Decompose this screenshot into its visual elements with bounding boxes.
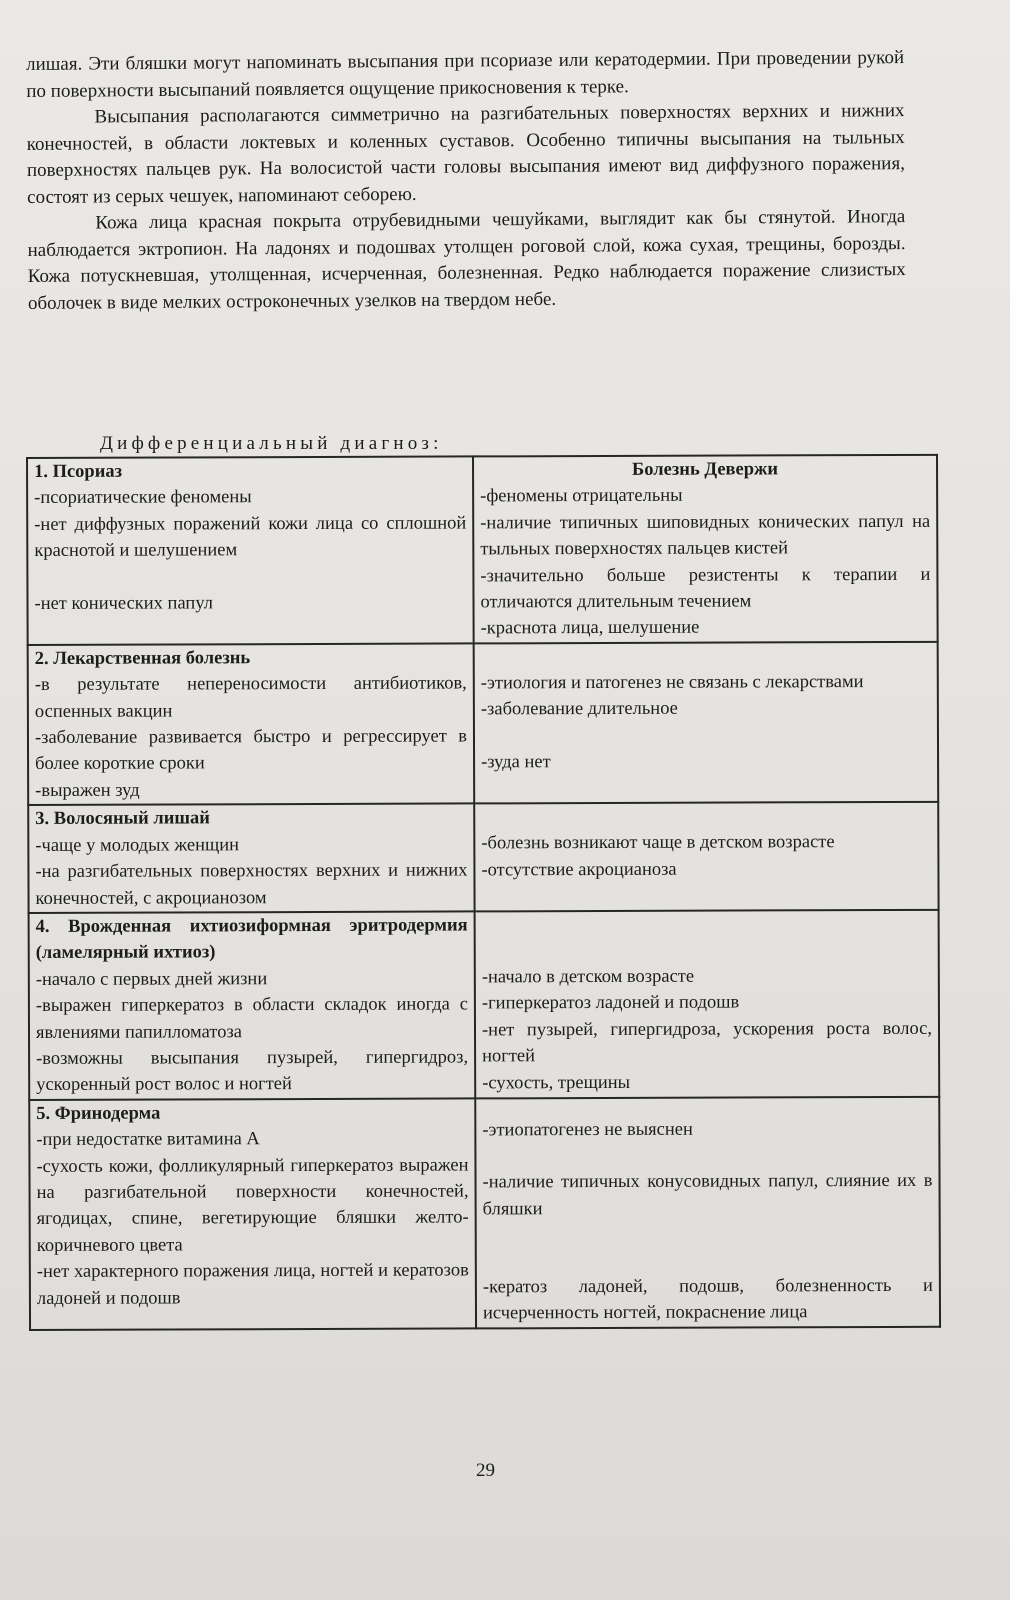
feature-item: -начало с первых дней жизни	[35, 968, 268, 990]
table-cell-left	[27, 456, 474, 644]
page-number: 29	[476, 1460, 495, 1481]
table-row	[29, 910, 940, 1100]
feature-item: -нет диффузных поражений кожи лица со сплошной краснотой и шелушением	[34, 513, 467, 562]
feature-item: -заболевание развивается быстро и регрессирует в более короткие сроки	[34, 726, 468, 775]
disease-title: 4. Врожденная ихтиозиформная эритродермия (ламелярный ихтиоз)	[35, 915, 468, 964]
differential-diagnosis-table	[26, 454, 941, 1331]
feature-item: -нет конических папул	[34, 592, 214, 614]
intro-paragraph: лишая. Эти бляшки могут напоминать высыпания при псориазе или кератодермии. При проведении рукой по поверхности высыпаний появляется ощущение прикосновения к терке.	[26, 47, 905, 102]
feature-item: -гиперкератоз ладоней и подошв	[481, 992, 740, 1014]
feature-item: -псориатические феномены	[34, 487, 252, 509]
feature-item: -зуда нет	[481, 751, 551, 773]
table-cell-left	[29, 1098, 476, 1330]
intro-text	[26, 45, 906, 317]
intro-paragraph: Кожа лица красная покрыта отрубевидными чешуйками, выглядит как бы стянутой. Иногда наблюдается эктропион. На ладонях и подошвах утолщен роговой слой, кожа сухая, трещины, борозды. Кожа потускневшая, утолщенная, исчерченная, болезненная. Редко наблюдается поражение слизистых оболочек в виде мелких остроконечных узелков на твердом небе.	[27, 206, 906, 314]
feature-item: -этиопатогенез не выяснен	[482, 1119, 693, 1141]
disease-title: 2. Лекарственная болезнь	[34, 648, 251, 669]
table-cell-right	[474, 642, 939, 804]
feature-item: -на разгибательных поверхностях верхних и нижних конечностей, с акроцианозом	[35, 860, 468, 909]
feature-item: -выражен гиперкератоз в области складок иногда с явлениями папилломатоза	[35, 994, 468, 1043]
feature-item: -наличие типичных шиповидных конических папул на тыльных поверхностях пальцев кистей	[480, 511, 931, 560]
disease-title: 3. Волосяный лишай	[35, 808, 210, 830]
feature-item: -болезнь возникают чаще в детском возрасте	[481, 832, 835, 854]
table-row	[27, 455, 938, 645]
disease-title: 1. Псориаз	[34, 461, 123, 482]
section-heading: Дифференциальный диагноз:	[100, 433, 443, 454]
feature-item: -выражен зуд	[35, 780, 140, 801]
feature-item: -начало в детском возрасте	[481, 966, 695, 988]
feature-item: -нет пузырей, гипергидроза, ускорения роста волос, ногтей	[481, 1018, 933, 1067]
feature-item: -сухость, трещины	[482, 1072, 631, 1093]
table-cell-right	[473, 455, 938, 643]
feature-item: -кератоз ладоней, подошв, болезненность и исчерченность ногтей, покраснение лица	[482, 1275, 933, 1324]
feature-item: -этиология и патогенез не связань с лекарствами	[480, 671, 864, 694]
disease-title: Болезнь Девержи	[631, 459, 779, 480]
feature-item: -нет характерного поражения лица, ногтей и кератозов ладоней и подошв	[36, 1260, 469, 1309]
table-row	[29, 1097, 940, 1330]
disease-title: 5. Фринодерма	[36, 1103, 161, 1124]
feature-item: -значительно больше резистенты к терапии и отличаются длительным течением	[480, 564, 931, 613]
feature-item: -чаще у молодых женщин	[35, 834, 240, 856]
table-cell-right	[475, 1097, 940, 1329]
feature-item: -при недостатке витамина А	[36, 1129, 260, 1151]
feature-item: -возможны высыпания пузырей, гипергидроз, ускоренный рост волос и ногтей	[36, 1047, 469, 1096]
feature-item: -феномены отрицательны	[480, 486, 683, 507]
feature-item: -в результате непереносимости антибиотиков, оспенных вакцин	[34, 673, 467, 722]
table-cell-right	[474, 802, 938, 911]
table-cell-left	[29, 911, 476, 1099]
table-cell-right	[475, 910, 940, 1098]
feature-item: -отсутствие акроцианоза	[481, 859, 677, 881]
table-row	[28, 642, 939, 806]
feature-item: -краснота лица, шелушение	[480, 618, 700, 639]
table-cell-left	[28, 643, 475, 805]
table-row	[28, 802, 938, 913]
table-cell-left	[28, 804, 474, 913]
feature-item: -заболевание длительное	[480, 698, 678, 720]
feature-item: -наличие типичных конусовидных папул, слияние их в бляшки	[482, 1170, 933, 1219]
intro-paragraph: Высыпания располагаются симметрично на разгибательных поверхностях верхних и нижних конечностей, в области локтевых и коленных суставов. Особенно типичны высыпания на тыльных поверхностях пальцев рук. На волосистой части головы высыпания имеют вид диффузного поражения, состоят из серых чешуек, напоминают себорею.	[26, 100, 905, 208]
feature-item: -сухость кожи, фолликулярный гиперкератоз выражен на разгибательной поверхности конечностей, ягодицах, спине, вегетирующие бляшки желто-коричневого цвета	[36, 1155, 469, 1256]
